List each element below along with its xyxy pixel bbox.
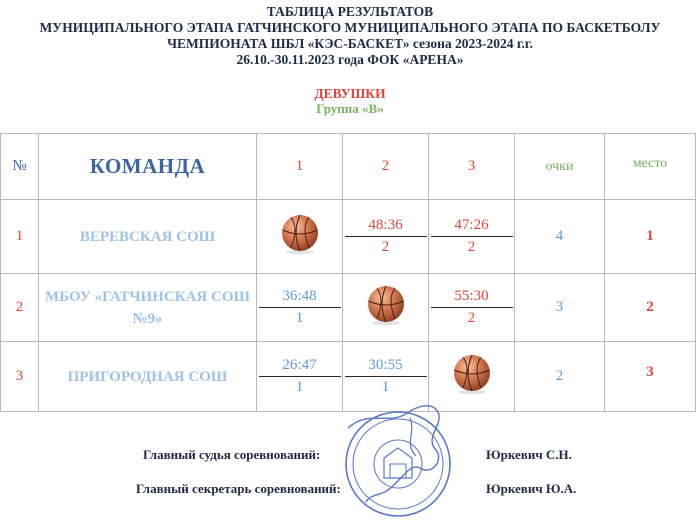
team-name: МБОУ «ГАТЧИНСКАЯ СОШ №9» bbox=[39, 274, 257, 342]
secretary-label: Главный секретарь соревнований: bbox=[136, 481, 341, 496]
score: 26:47 bbox=[259, 357, 341, 377]
score-cell bbox=[257, 342, 343, 412]
title-line-4: 26.10.-30.11.2023 года ФОК «АРЕНА» bbox=[236, 52, 464, 67]
results-table bbox=[0, 133, 696, 412]
table-row bbox=[1, 200, 696, 274]
row-num: 1 bbox=[1, 200, 39, 274]
team-name: ВЕРЕВСКАЯ СОШ bbox=[39, 200, 257, 274]
score: 55:30 bbox=[431, 288, 513, 308]
score-points: 1 bbox=[295, 310, 304, 326]
total-points: 2 bbox=[515, 342, 605, 412]
basketball-icon bbox=[451, 353, 493, 395]
self-match-cell bbox=[343, 274, 429, 342]
header-num: № bbox=[1, 134, 39, 200]
score: 47:26 bbox=[431, 217, 513, 237]
row-num: 3 bbox=[1, 342, 39, 412]
header-game-2: 2 bbox=[343, 134, 429, 200]
score: 48:36 bbox=[345, 217, 427, 237]
score-cell bbox=[429, 200, 515, 274]
place: 3 bbox=[605, 342, 696, 412]
header-points: очки bbox=[515, 134, 605, 200]
score-points: 1 bbox=[295, 379, 304, 395]
title-line-1: ТАБЛИЦА РЕЗУЛЬТАТОВ bbox=[266, 4, 434, 19]
team-name: ПРИГОРОДНАЯ СОШ bbox=[39, 342, 257, 412]
basketball-icon bbox=[365, 284, 407, 326]
document-title bbox=[0, 4, 700, 68]
judge-label: Главный судья соревнований: bbox=[143, 447, 321, 462]
place: 2 bbox=[605, 274, 696, 342]
place: 1 bbox=[605, 200, 696, 274]
score-points: 1 bbox=[381, 379, 390, 395]
table-row bbox=[1, 274, 696, 342]
category-label: ДЕВУШКИ bbox=[314, 86, 386, 101]
title-line-2: МУНИЦИПАЛЬНОГО ЭТАПА ГАТЧИНСКОГО МУНИЦИПАЛЬНОГО ЭТАПА ПО БАСКЕТБОЛУ bbox=[39, 20, 661, 35]
row-num: 2 bbox=[1, 274, 39, 342]
header-game-3: 3 bbox=[429, 134, 515, 200]
score: 30:55 bbox=[345, 357, 427, 377]
score: 36:48 bbox=[259, 288, 341, 308]
self-match-cell bbox=[257, 200, 343, 274]
official-stamp bbox=[340, 398, 460, 524]
score-cell bbox=[429, 274, 515, 342]
total-points: 3 bbox=[515, 274, 605, 342]
table-header-row bbox=[1, 134, 696, 200]
title-line-3: ЧЕМПИОНАТА ШБЛ «КЭС-БАСКЕТ» сезона 2023-2024 г.г. bbox=[167, 36, 533, 51]
group-label: Группа «В» bbox=[316, 101, 384, 116]
header-place: место bbox=[605, 134, 696, 200]
judge-name: Юркевич С.Н. bbox=[486, 447, 572, 462]
basketball-icon bbox=[279, 213, 321, 255]
header-team: КОМАНДА bbox=[39, 134, 257, 200]
score-cell bbox=[257, 274, 343, 342]
score-cell bbox=[343, 200, 429, 274]
score-points: 2 bbox=[467, 310, 476, 326]
score-points: 2 bbox=[381, 239, 390, 255]
secretary-name: Юркевич Ю.А. bbox=[486, 481, 577, 496]
header-game-1: 1 bbox=[257, 134, 343, 200]
score-points: 2 bbox=[467, 239, 476, 255]
total-points: 4 bbox=[515, 200, 605, 274]
